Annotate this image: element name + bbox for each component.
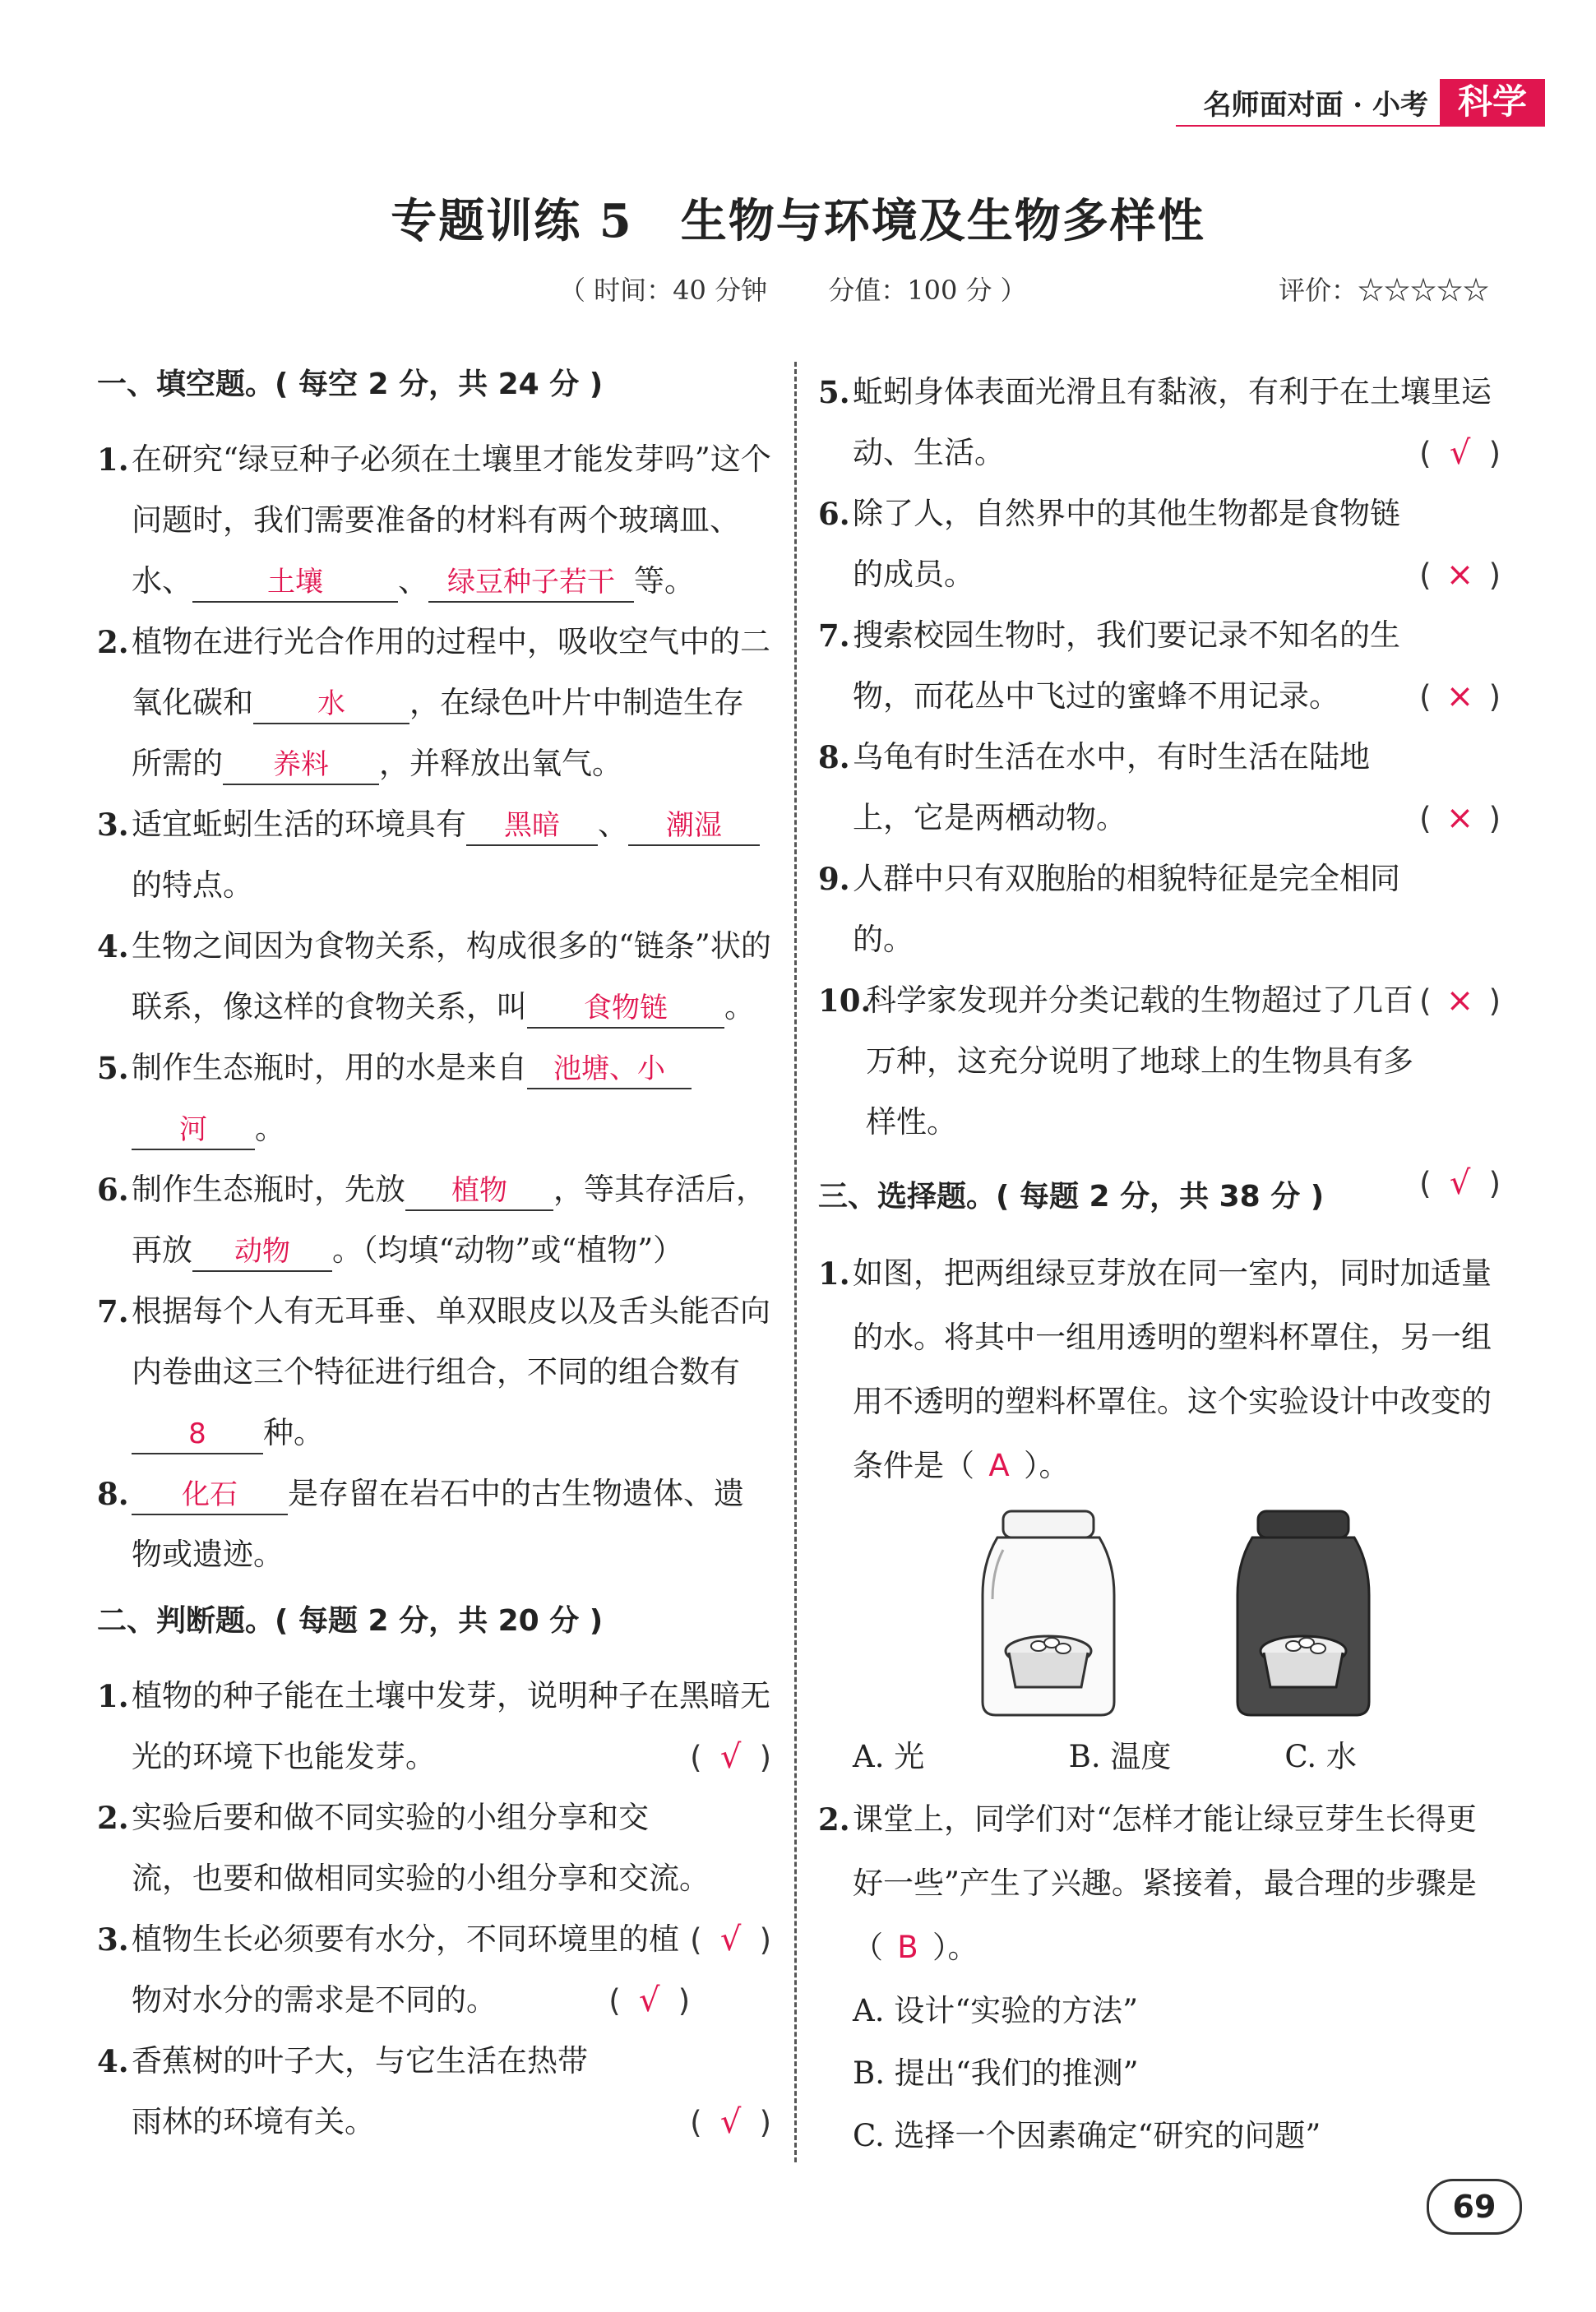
judge-question-6: 6. 除了人，自然界中的其他生物都是食物链的成员。 ( × ): [818, 483, 1501, 605]
running-header: [1203, 79, 1545, 125]
section-heading-fill: 一、填空题。( 每空 2 分，共 24 分 ): [97, 368, 604, 401]
judge-question-9: 9. 人群中只有双胞胎的相貌特征是完全相同的。 ( × ): [818, 849, 1501, 970]
answer-blank: 化石: [132, 1476, 288, 1515]
judge-question-7: 7. 搜索校园生物时，我们要记录不知名的生物，而花丛中飞过的蜜蜂不用记录。 ( × ): [818, 605, 1501, 727]
exam-meta: [559, 270, 1080, 307]
judge-question-3: 3. 植物生长必须要有水分，不同环境里的植物对水分的需求是不同的。 ( √ ): [97, 1909, 771, 2031]
transparent-cup-icon: [983, 1511, 1114, 1715]
option-b: B. 提出“我们的推测”: [853, 2055, 1139, 2091]
fill-question-4: 4. 生物之间因为食物关系，构成很多的“链条”状的联系，像这样的食物关系，叫 食物链 。: [97, 916, 771, 1038]
judge-question-5: 5. 蚯蚓身体表面光滑且有黏液，有利于在土壤里运动、生活。 ( √ ): [818, 362, 1501, 483]
answer-blank: 潮湿: [628, 807, 760, 846]
left-column: [97, 362, 771, 2153]
choice-answer: B: [897, 1930, 918, 1965]
right-column: [818, 362, 1501, 2167]
judge-mark: √: [1449, 434, 1471, 472]
fill-question-3: 3. 适宜蚯蚓生活的环境具有 黑暗 、 潮湿的特点。: [97, 794, 771, 916]
fill-question-5: 5. 制作生态瓶时，用的水是来自 池塘、小 河 。: [97, 1038, 771, 1159]
choice-options-1: [818, 1727, 1501, 1787]
answer-blank: 河: [132, 1111, 255, 1150]
column-divider: [794, 362, 797, 2162]
answer-blank: 食物链: [527, 989, 724, 1029]
judge-question-8: 8. 乌龟有时生活在水中，有时生活在陆地上，它是两栖动物。 ( × ): [818, 727, 1501, 849]
judge-mark: √: [719, 2103, 742, 2141]
answer-blank: 植物: [405, 1172, 553, 1211]
option-b: B. 温度: [1068, 1739, 1172, 1774]
fill-question-1: 1. 在研究“绿豆种子必须在土壤里才能发芽吗”这个问题时，我们需要准备的材料有两个玻璃皿、水、 土壤 、 绿豆种子若干 等。: [97, 429, 771, 612]
header-rule: [1176, 125, 1545, 127]
fill-question-7: 7. 根据每个人有无耳垂、单双眼皮以及舌头能否向内卷曲这三个特征进行组合，不同的组合数有8 种。: [97, 1281, 771, 1463]
answer-blank: 土壤: [192, 563, 398, 603]
answer-blank: 黑暗: [466, 807, 598, 846]
answer-blank: 水: [253, 685, 409, 724]
answer-blank: 绿豆种子若干: [428, 563, 634, 603]
answer-blank: 动物: [192, 1232, 332, 1272]
option-c: C. 选择一个因素确定“研究的问题”: [853, 2118, 1321, 2153]
page-title: 专题训练 5 生物与环境及生物多样性: [391, 194, 1205, 248]
section-heading-choice: 三、选择题。( 每题 2 分，共 38 分 ): [818, 1180, 1325, 1214]
judge-question-10: 10. 科学家发现并分类记载的生物超过了几百万种，这充分说明了地球上的生物具有多样性。 ( √ ): [818, 970, 1501, 1153]
judge-mark: ×: [1446, 556, 1474, 594]
sprout-cup-figure: [818, 1505, 1501, 1727]
rating-stars: 评价：☆☆☆☆☆: [1278, 275, 1489, 306]
series-name: 名师面对面 · 小考: [1203, 88, 1428, 122]
judge-mark: ×: [1446, 799, 1474, 837]
choice-question-1: 1. 如图，把两组绿豆芽放在同一室内，同时加适量的水。将其中一组用透明的塑料杯罩住，另一组用不透明的塑料杯罩住。这个实验设计中改变的条件是（ A ）。: [818, 1242, 1501, 1498]
page-number: 69: [1427, 2179, 1522, 2235]
judge-mark: √: [719, 1738, 742, 1776]
opaque-cup-icon: [1237, 1511, 1369, 1715]
fill-question-6: 6. 制作生态瓶时，先放 植物 ，等其存活后，再放 动物 。（均填“动物”或“植物”）: [97, 1159, 771, 1281]
judge-mark: √: [719, 1921, 742, 1958]
option-a: A. 设计“实验的方法”: [853, 1993, 1139, 2028]
choice-question-2: 2. 课堂上，同学们对“怎样才能让绿豆芽生长得更好一些”产生了兴趣。紧接着，最合理的步骤是（ B ）。: [818, 1787, 1501, 1980]
option-a: A. 光: [853, 1739, 925, 1774]
fill-question-2: 2. 植物在进行光合作用的过程中，吸收空气中的二氧化碳和 水 ，在绿色叶片中制造生存所需的 养料 ，并释放出氧气。: [97, 612, 771, 794]
answer-blank: 池塘、小: [527, 1050, 692, 1089]
answer-blank: 养料: [223, 746, 379, 785]
option-c: C. 水: [1284, 1739, 1357, 1774]
subject-badge: 科学: [1440, 79, 1545, 125]
judge-question-4: 4. 香蕉树的叶子大，与它生活在热带雨林的环境有关。 ( √ ): [97, 2031, 771, 2152]
section-heading-judge: 二、判断题。( 每题 2 分，共 20 分 ): [97, 1604, 604, 1638]
answer-blank: 8: [132, 1415, 263, 1454]
fill-question-8: 8. 化石 是存留在岩石中的古生物遗体、遗物或遗迹。: [97, 1476, 744, 1572]
judge-mark: √: [638, 1981, 660, 2019]
judge-mark: √: [1449, 1164, 1471, 1202]
choice-answer: A: [988, 1448, 1010, 1483]
judge-mark: ×: [1446, 982, 1474, 1020]
time-limit: （ 时间：40 分钟: [559, 275, 768, 306]
judge-question-1: 1. 植物的种子能在土壤中发芽，说明种子在黑暗无光的环境下也能发芽。 ( √ ): [97, 1666, 771, 1787]
cup-illustration: [818, 1505, 1501, 1727]
judge-question-2: 2. 实验后要和做不同实验的小组分享和交流，也要和做相同实验的小组分享和交流。 ( √ ): [97, 1787, 771, 1909]
judge-mark: ×: [1446, 677, 1474, 715]
total-score: 分值：100 分 ）: [828, 275, 1027, 306]
